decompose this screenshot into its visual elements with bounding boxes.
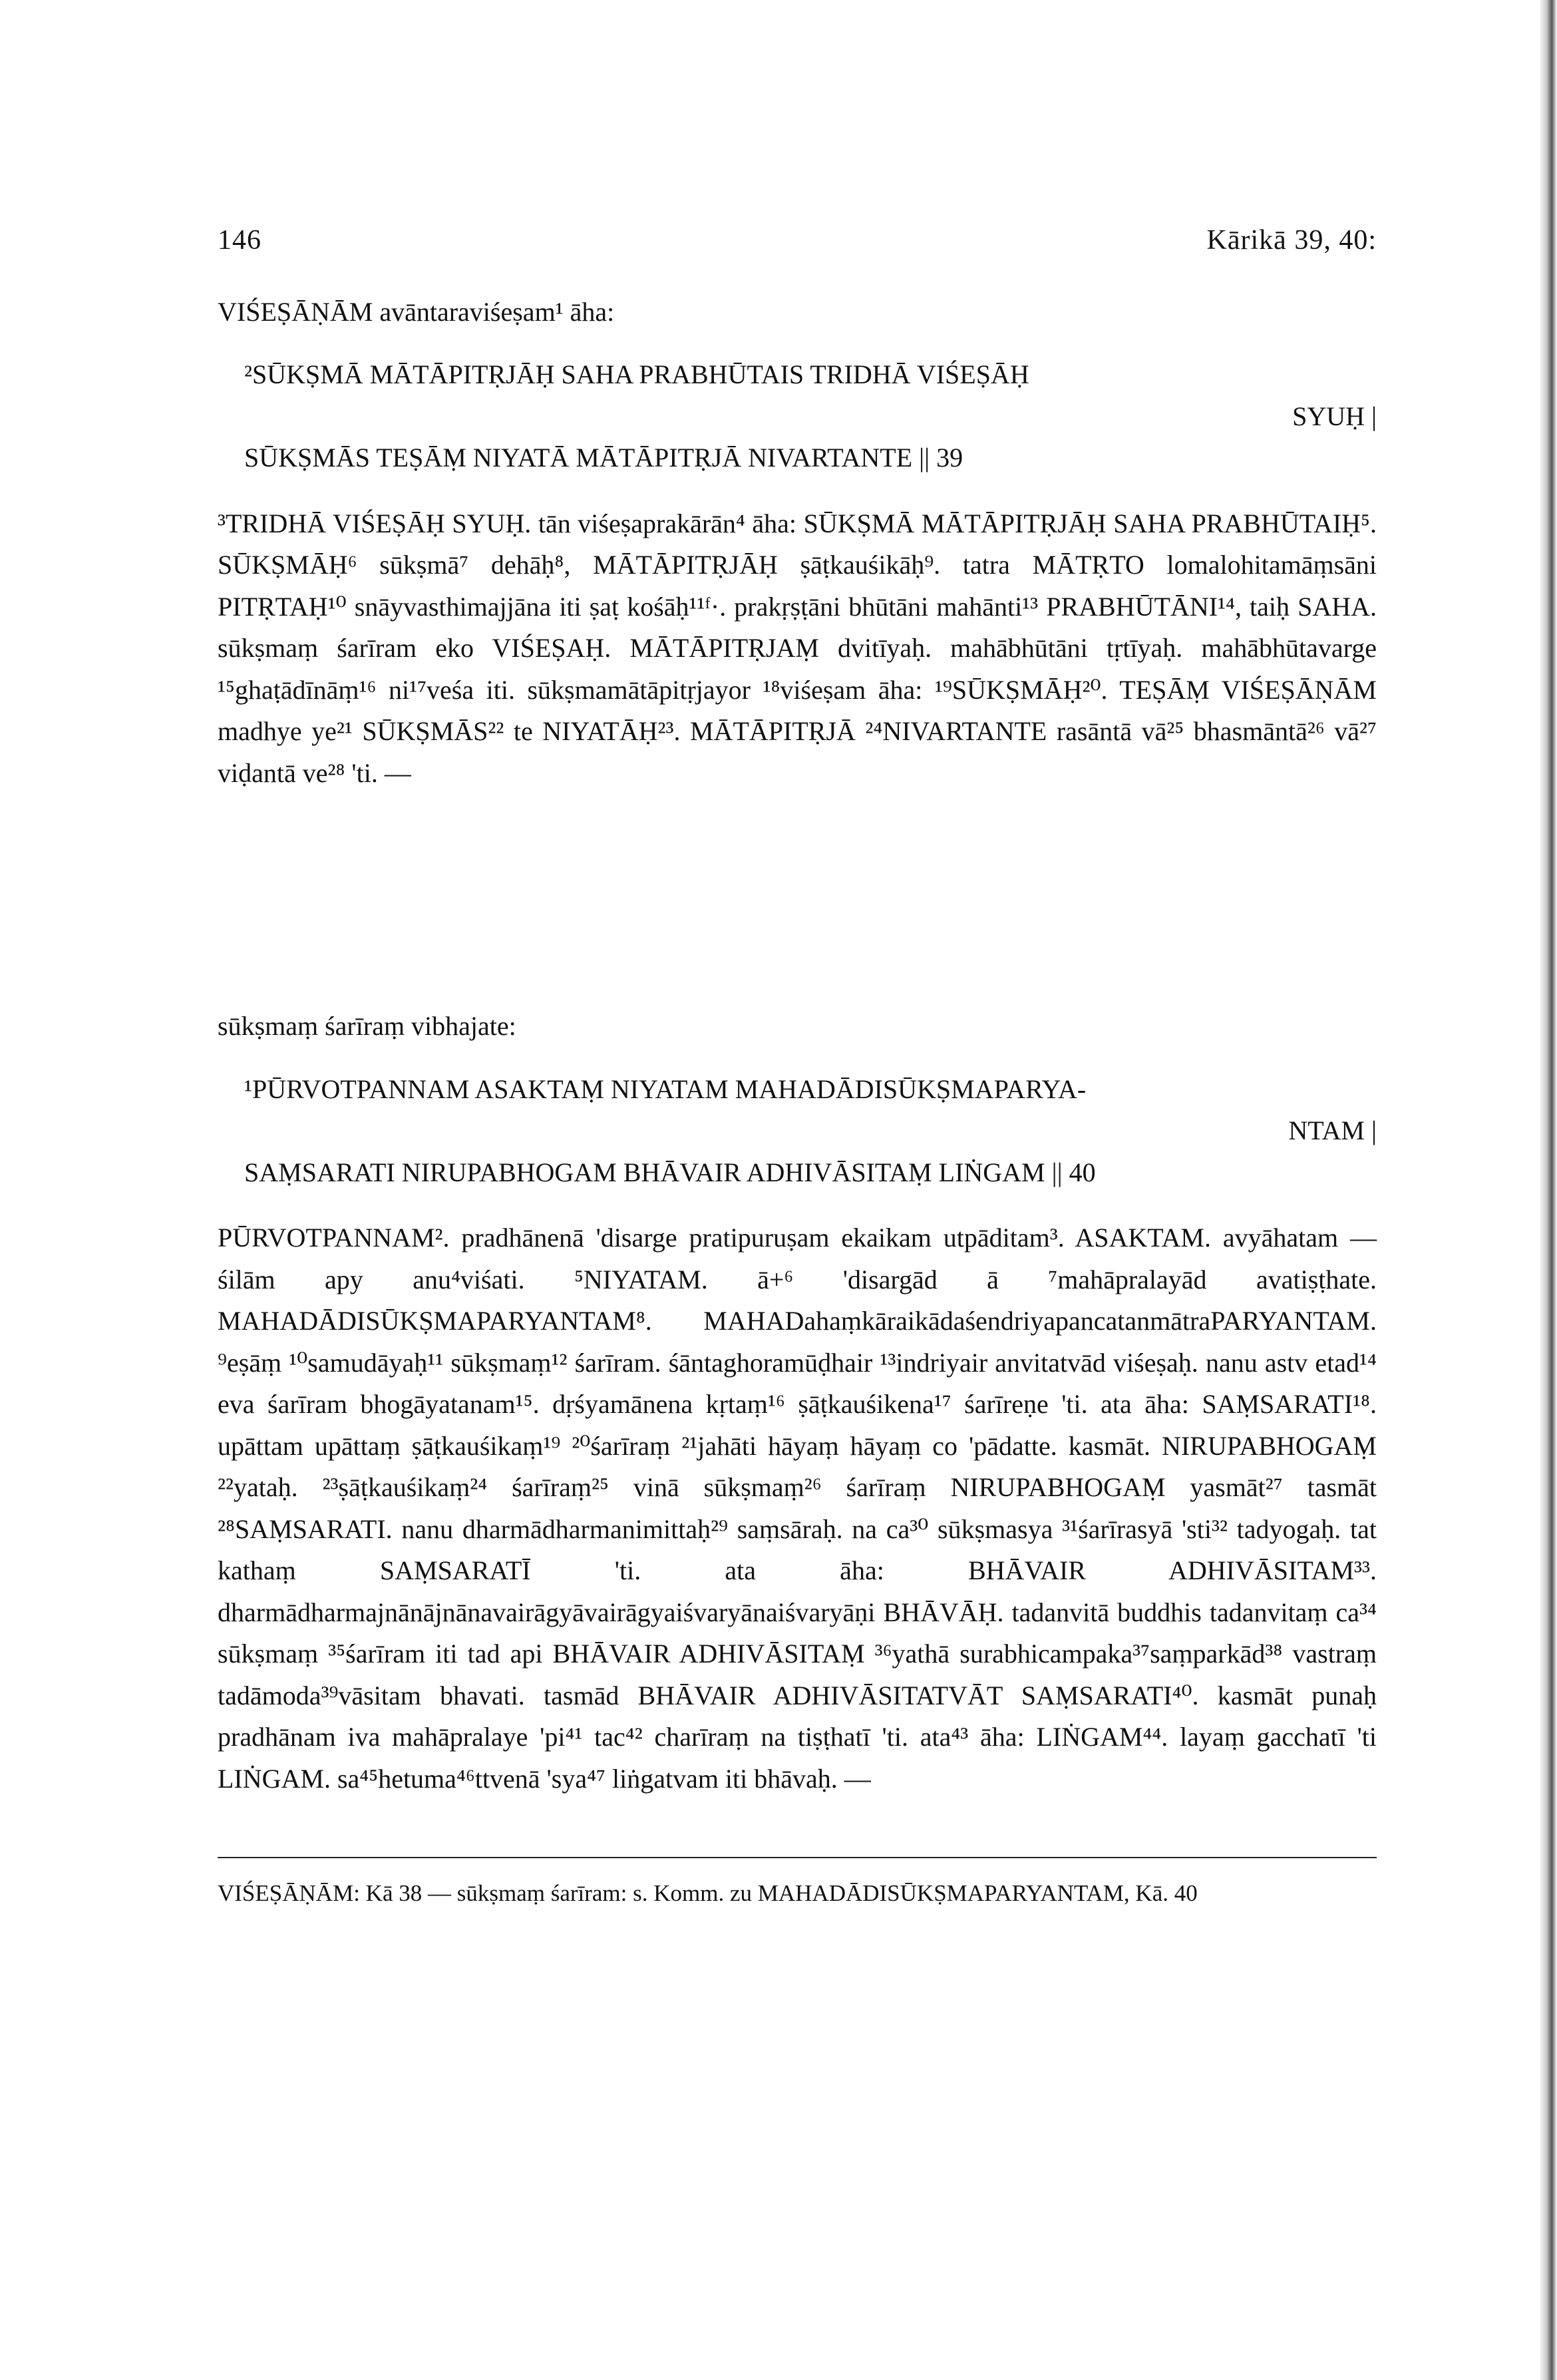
verse-40-line-1: ¹PŪRVOTPANNAM ASAKTAṂ NIYATAM MAHADĀDISŪKṢMAPARYA- <box>244 1074 1087 1104</box>
karika-39-commentary: ³TRIDHĀ VIŚEṢĀḤ SYUḤ. tān viśeṣaprakārān⁴ āha: SŪKṢMĀ MĀTĀPITṚJĀḤ SAHA PRABHŪTAIḤ⁵. SŪKṢMĀḤ⁶ sūkṣmā⁷ dehāḥ⁸, MĀTĀPITṚJĀḤ ṣāṭkauśikāḥ⁹. tatra MĀTṚTO lomalohitamāṃsāni PITṚTAḤ¹⁰ snāyvasthimajjāna iti ṣaṭ kośāḥ¹¹ᶠ·. prakṛṣṭāni bhūtāni mahānti¹³ PRABHŪTĀNI¹⁴, taiḥ SAHA. sūkṣmaṃ śarīram eko VIŚEṢAḤ. MĀTĀPITṚJAṂ dvitīyaḥ. mahābhūtāni tṛtīyaḥ. mahābhūtavarge ¹⁵ghaṭādīnāṃ¹⁶ ni¹⁷veśa iti. sūkṣmamātāpitṛjayor ¹⁸viśeṣam āha: ¹⁹SŪKṢMĀḤ²⁰. TEṢĀṂ VIŚEṢĀṆĀM madhye ye²¹ SŪKṢMĀS²² te NIYATĀḤ²³. MĀTĀPITṚJĀ ²⁴NIVARTANTE rasāntā vā²⁵ bhasmāntā²⁶ vā²⁷ viḍantā ve²⁸ 'ti. — <box>218 508 1377 788</box>
verse-39-line-2: SŪKṢMĀS TEṢĀṂ NIYATĀ MĀTĀPITṚJĀ NIVARTANTE || 39 <box>244 443 963 473</box>
running-title: Kārikā 39, 40: <box>1206 225 1377 256</box>
page-header <box>218 220 1377 262</box>
section-gap <box>218 794 1377 1006</box>
verse-39-line-1: ²SŪKṢMĀ MĀTĀPITṚJĀḤ SAHA PRABHŪTAIS TRIDHĀ VIŚEṢĀḤ <box>244 359 1029 389</box>
page-number: 146 <box>218 225 261 256</box>
karika-40-intro: sūkṣmaṃ śarīraṃ vibhajate: <box>218 1011 516 1041</box>
karika-39-verse <box>244 354 1377 479</box>
footnote-divider <box>218 1857 1377 1858</box>
page-edge-shadow <box>1540 0 1557 2380</box>
karika-40-verse <box>244 1069 1377 1194</box>
karika-39-intro: VIŚEṢĀṆĀM avāntaraviśeṣam¹ āha: <box>218 296 615 327</box>
verse-40-line-1-continuation: NTAM | <box>1288 1115 1377 1145</box>
page-content <box>218 220 1377 1911</box>
karika-40-commentary: PŪRVOTPANNAM². pradhānenā 'disarge pratipuruṣam ekaikam utpāditam³. ASAKTAM. avyāhatam — śilām apy anu⁴viśati. ⁵NIYATAM. ā+⁶ 'disargād ā ⁷mahāpralayād avatiṣṭhate. MAHADĀDISŪKṢMAPARYANTAM⁸. MAHADahaṃkāraikādaśendriyapancatanmātraPARYANTAM. ⁹eṣāṃ ¹⁰samudāyaḥ¹¹ sūkṣmaṃ¹² śarīram. śāntaghoramūḍhair ¹³indriyair anvitatvād viśeṣaḥ. nanu astv etad¹⁴ eva śarīram bhogāyatanam¹⁵. dṛśyamānena kṛtaṃ¹⁶ ṣāṭkauśikena¹⁷ śarīreṇe 'ti. ata āha: SAṂSARATI¹⁸. upāttam upāttaṃ ṣāṭkauśikaṃ¹⁹ ²⁰śarīraṃ ²¹jahāti hāyaṃ hāyaṃ co 'pādatte. kasmāt. NIRUPABHOGAṂ ²²yataḥ. ²³ṣāṭkauśikaṃ²⁴ śarīraṃ²⁵ vinā sūkṣmaṃ²⁶ śarīraṃ NIRUPABHOGAṂ yasmāt²⁷ tasmāt ²⁸SAṂSARATI. nanu dharmādharmanimittaḥ²⁹ saṃsāraḥ. na ca³⁰ sūkṣmasya ³¹śarīrasyā 'sti³² tadyogaḥ. tat kathaṃ SAṂSARATĪ 'ti. ata āha: BHĀVAIR ADHIVĀSITAM³³. dharmādharmajnānājnānavairāgyāvairāgyaiśvaryānaiśvaryāṇi BHĀVĀḤ. tadanvitā buddhis tadanvitaṃ ca³⁴ sūkṣmaṃ ³⁵śarīram iti tad api BHĀVAIR ADHIVĀSITAṂ ³⁶yathā surabhicampaka³⁷saṃparkād³⁸ vastraṃ tadāmoda³⁹vāsitam bhavati. tasmād BHĀVAIR ADHIVĀSITATVĀT SAṂSARATI⁴⁰. kasmāt punaḥ pradhānam iva mahāpralaye 'pi⁴¹ tac⁴² charīraṃ na tiṣṭhatī 'ti. ata⁴³ āha: LIṄGAM⁴⁴. layaṃ gacchatī 'ti LIṄGAM. sa⁴⁵hetuma⁴⁶ttvenā 'sya⁴⁷ liṅgatvam iti bhāvaḥ. — <box>218 1223 1377 1794</box>
footnote: VIŚEṢĀṆĀM: Kā 38 — sūkṣmaṃ śarīram: s. Komm. zu MAHADĀDISŪKṢMAPARYANTAM, Kā. 40 <box>218 1880 1198 1906</box>
verse-39-line-1-continuation: SYUḤ | <box>1292 401 1377 431</box>
verse-40-line-2: SAṂSARATI NIRUPABHOGAM BHĀVAIR ADHIVĀSITAṂ LIṄGAM || 40 <box>244 1157 1096 1187</box>
